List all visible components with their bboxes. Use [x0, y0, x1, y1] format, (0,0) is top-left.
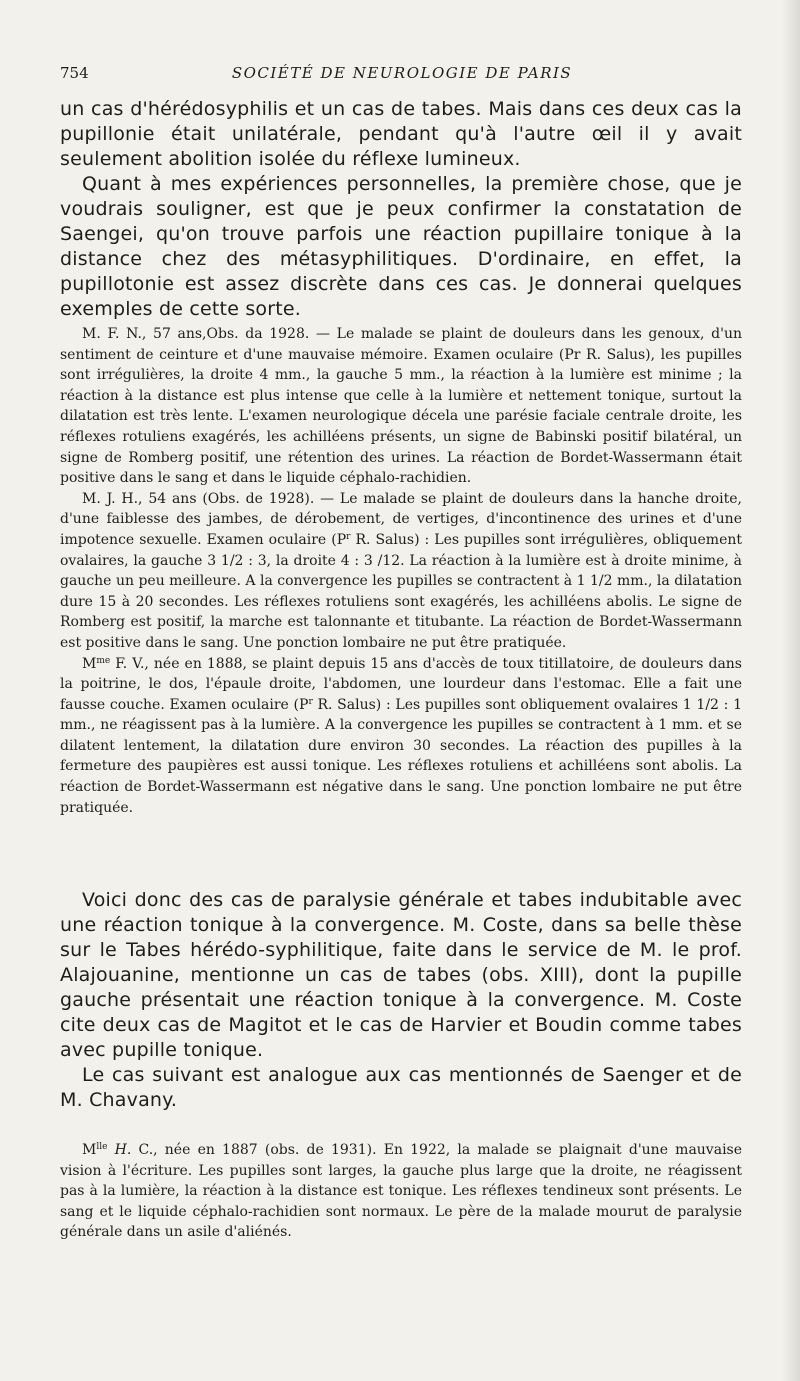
- page-header: [60, 64, 744, 86]
- intro-section: [60, 97, 742, 322]
- case-4-m: M: [82, 1142, 97, 1158]
- discussion-section: [60, 888, 742, 1113]
- case-paragraph-1: M. F. N., 57 ans,Obs. da 1928. — Le malade se plaint de douleurs dans les genoux, d'un sentiment de ceinture et d'une mauvaise mémoire. Examen oculaire (Pr R. Salus), les pupilles sont irrégulières, la droite 4 mm., la gauche 5 mm., la réaction à la lumière est minime ; la réaction à la distance est plus intense que celle à la lumière et nettement tonique, surtout la dilatation est très lente. L'examen neurologique décela une parésie faciale centrale droite, les réflexes rotuliens exagérés, les achilléens présents, un signe de Babinski positif bilatéral, un signe de Romberg positif, une rétention des urines. La réaction de Bordet-Wassermann était positive dans le sang et dans le liquide céphalo-rachidien.: [60, 326, 742, 487]
- page-edge-shadow: [782, 0, 800, 1381]
- page-number: 754: [60, 64, 89, 82]
- running-title: SOCIÉTÉ DE NEUROLOGIE DE PARIS: [231, 64, 573, 82]
- case-3-lead: F. V., née en 1888, se plaint depuis 15 ans d'accès de toux titillatoire, de douleurs dans la poitrine, le dos, l'épaule droite, l'abdomen, une lourdeur dans l'estomac. Elle a fait une fausse couche. Examen oculaire (P: [60, 655, 742, 713]
- intro-paragraph-1: un cas d'hérédosyphilis et un cas de tabes. Mais dans ces deux cas la pupillonie était unilatérale, pendant qu'à l'autre œil il y avait seulement abolition isolée du réflexe lumineux.: [60, 98, 742, 170]
- case-observations: [60, 324, 742, 818]
- discussion-paragraph-2: Le cas suivant est analogue aux cas mentionnés de Saenger et de M. Chavany.: [60, 1064, 742, 1111]
- case-3-superscript-2: r: [308, 696, 313, 707]
- case-3-rest: R. Salus) : Les pupilles sont obliquement ovalaires 1 1/2 : 1 mm., ne réagissent pas à la lumière. A la convergence les pupilles se contractent à 1 mm. et se dilatent lentement, la dilatation dure environ 30 secondes. La réaction des pupilles à la fermeture des paupières est aussi tonique. Les réflexes rotuliens et achilléens sont abolis. La réaction de Bordet-Wassermann est négative dans le sang. Une ponction lombaire ne put être pratiquée.: [60, 696, 743, 816]
- case-paragraph-4: [60, 1140, 742, 1243]
- discussion-paragraph-1: Voici donc des cas de paralysie générale et tabes indubitable avec une réaction tonique à la convergence. M. Coste, dans sa belle thèse sur le Tabes hérédo-syphilitique, faite dans le service de M. le prof. Alajouanine, mentionne un cas de tabes (obs. XIII), dont la pupille gauche présentait une réaction tonique à la convergence. M. Coste cite deux cas de Magitot et le cas de Harvier et Boudin comme tabes avec pupille tonique.: [60, 889, 742, 1061]
- case-paragraph-3: [60, 654, 742, 819]
- case-2-rest: R. Salus) : Les pupilles sont irrégulières, obliquement ovalaires, la gauche 3 1/2 : 3, la droite 4 : 3 /12. La réaction à la lumière est à droite minime, à gauche un peu meilleure. A la convergence les pupilles se contractent à 1 1/2 mm., la dilatation dure 15 à 20 secondes. Les réflexes rotuliens sont exagérés, les achilléens abolis. Le signe de Romberg est positif, la marche est talonnante et titubante. La réaction de Bordet-Wassermann est positive dans le sang. Une ponction lombaire ne put être pratiquée.: [60, 531, 742, 651]
- case-4-section: [60, 1140, 742, 1243]
- case-4-superscript: lle: [96, 1142, 108, 1152]
- case-3-m: M: [82, 655, 97, 672]
- case-2-lead: M. J. H., 54 ans (Obs. de 1928). — Le malade se plaint de douleurs dans la hanche droite, d'une faiblesse des jambes, de dérobement, de vertiges, d'incontinence des urines et d'une impotence sexuelle. Examen oculaire (P: [60, 490, 742, 548]
- case-4-rest: C., née en 1887 (obs. de 1931). En 1922, la malade se plaignait d'une mauvaise vision à l'écriture. Les pupilles sont larges, la gauche plus large que la droite, ne réagissent pas à la lumière, la réaction à la distance est tonique. Les réflexes tendineux sont présents. Le sang et le liquide céphalo-rachidien sont normaux. Le père de la malade mourut de paralysie générale dans un asile d'aliénés.: [60, 1142, 743, 1241]
- case-4-initials: H.: [107, 1142, 132, 1158]
- case-paragraph-2: [60, 489, 742, 654]
- intro-paragraph-2: Quant à mes expériences personnelles, la première chose, que je voudrais souligner, est que je peux confirmer la constatation de Saengei, qu'on trouve parfois une réaction pupillaire tonique à la distance chez des métasyphilitiques. D'ordinaire, en effet, la pupillotonie est assez discrète dans ces cas. Je donnerai quelques exemples de cette sorte.: [60, 173, 742, 320]
- case-3-superscript-1: me: [96, 655, 111, 666]
- case-2-superscript: r: [346, 531, 351, 542]
